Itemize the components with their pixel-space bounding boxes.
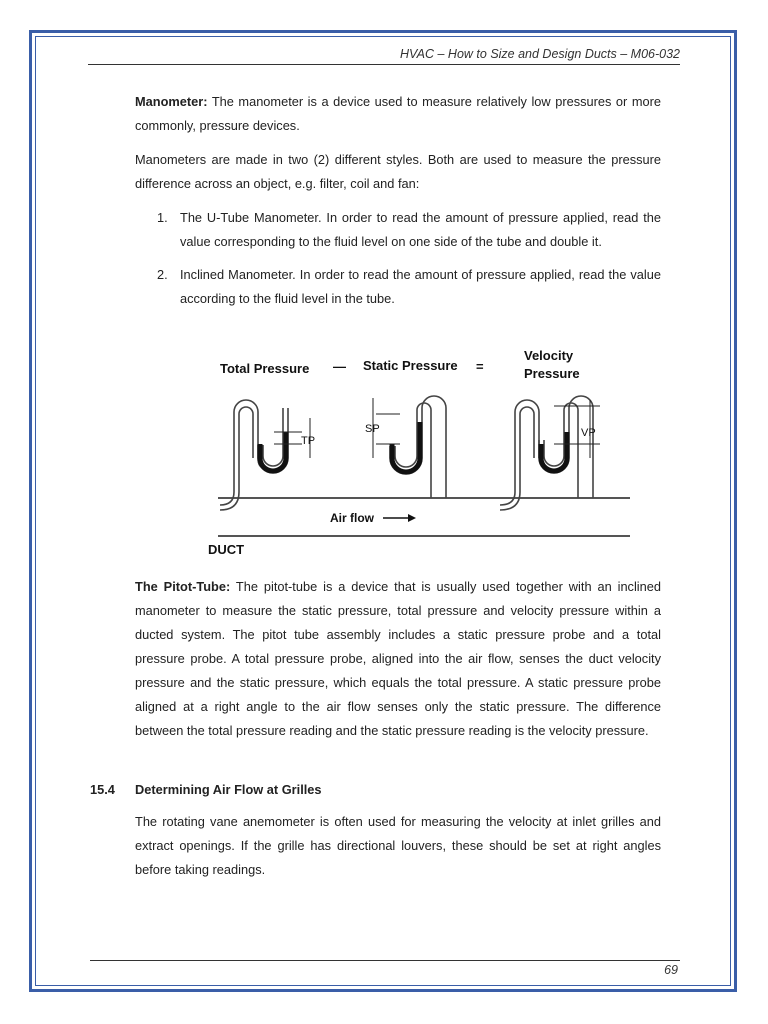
label-duct: DUCT <box>208 542 245 557</box>
list-item <box>135 206 661 254</box>
label-velocity-pressure: Pressure <box>524 366 580 381</box>
running-header: HVAC – How to Size and Design Ducts – M06-032 <box>400 47 680 61</box>
manometer-definition: The manometer is a device used to measure relatively low pressures or more commonly, pressure devices. <box>135 94 661 133</box>
pitot-term: The Pitot-Tube: <box>135 579 231 594</box>
section-title: Determining Air Flow at Grilles <box>135 782 322 797</box>
pitot-content <box>135 575 661 753</box>
section-heading <box>90 779 322 801</box>
manometer-term: Manometer: <box>135 94 208 109</box>
manometer-paragraph <box>135 90 661 138</box>
list-item-text: Inclined Manometer. In order to read the amount of pressure applied, read the value according to the fluid level in the tube. <box>180 267 661 306</box>
label-minus: — <box>333 359 346 374</box>
pressure-manometer-figure <box>190 340 640 562</box>
list-item-text: The U-Tube Manometer. In order to read the amount of pressure applied, read the value corresponding to the fluid level on one side of the tube and double it. <box>180 210 661 249</box>
anemometer-paragraph: The rotating vane anemometer is often used for measuring the velocity at inlet grilles and extract openings. If the grille has directional louvers, these should be set at right angles before taking readings. <box>135 814 661 877</box>
pitot-paragraph <box>135 575 661 743</box>
list-item-number: 2. <box>157 267 168 282</box>
main-content <box>135 90 661 321</box>
total-pressure-manometer <box>220 400 288 510</box>
velocity-pressure-fluid <box>541 432 567 471</box>
label-sp: SP <box>365 423 380 435</box>
label-total-pressure: Total Pressure <box>220 361 310 376</box>
total-pressure-fluid <box>260 432 286 471</box>
static-pressure-fluid <box>392 422 420 472</box>
air-flow-arrowhead <box>408 514 416 522</box>
label-velocity: Velocity <box>524 348 574 363</box>
label-vp: VP <box>581 427 596 439</box>
label-air-flow: Air flow <box>330 511 374 525</box>
label-static-pressure: Static Pressure <box>363 358 458 373</box>
label-tp: TP <box>301 435 316 447</box>
section-body <box>135 810 661 882</box>
list-item-number: 1. <box>157 210 168 225</box>
header-rule <box>88 64 680 65</box>
pitot-definition: The pitot-tube is a device that is usually used together with an inclined manometer to measure the static pressure, total pressure and velocity pressure within a ducted system. The pitot tube assembly includes a static pressure probe and a total pressure probe. A total pressure probe, aligned into the air flow, senses the duct velocity pressure and the static pressure, which equals the total pressure. A static pressure probe aligned at a right angle to the air flow senses only the static pressure. The difference between the total pressure reading and the static pressure reading is the velocity pressure. <box>135 579 661 738</box>
label-equals: = <box>476 359 484 374</box>
section-number: 15.4 <box>90 782 115 797</box>
velocity-pressure-manometer <box>500 396 593 510</box>
footer-rule <box>90 960 680 961</box>
page-number: 69 <box>664 963 678 977</box>
list-item <box>135 263 661 311</box>
manometer-styles-paragraph: Manometers are made in two (2) different styles. Both are used to measure the pressure difference across an object, e.g. filter, coil and fan: <box>135 152 661 191</box>
manometer-styles-list <box>135 206 661 311</box>
